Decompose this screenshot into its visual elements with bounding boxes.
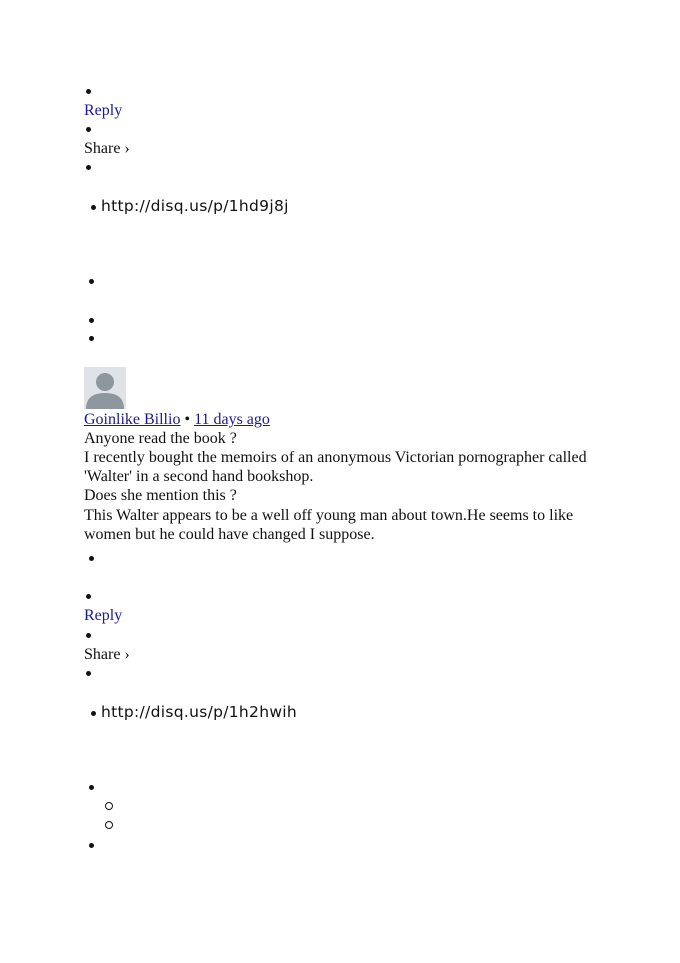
list-bullet — [86, 671, 91, 676]
list-bullet — [89, 843, 94, 848]
list-bullet — [86, 127, 91, 132]
list-bullet — [89, 279, 94, 284]
list-bullet — [86, 594, 91, 599]
nested-list-bullet — [105, 821, 113, 829]
comment-body-line: Anyone read the book ? — [84, 430, 237, 447]
list-bullet — [89, 785, 94, 790]
reply-link[interactable]: Reply — [84, 102, 123, 119]
user-avatar-icon[interactable] — [84, 367, 126, 409]
comment-body-line: Does she mention this ? — [84, 487, 237, 504]
share-menu-button[interactable]: Share › — [84, 646, 130, 663]
comment-body-line: This Walter appears to be a well off young man about town.He seems to like — [84, 507, 574, 524]
list-bullet — [89, 336, 94, 341]
list-bullet — [91, 205, 96, 210]
share-link-text[interactable]: http://disq.us/p/1h2hwih — [101, 703, 298, 721]
comment-header — [84, 410, 270, 429]
reply-link[interactable]: Reply — [84, 607, 123, 624]
share-menu-button[interactable]: Share › — [84, 140, 130, 157]
nested-list-bullet — [105, 802, 113, 810]
list-bullet — [89, 318, 94, 323]
comment-time-link[interactable]: 11 days ago — [194, 411, 270, 428]
list-bullet — [89, 556, 94, 561]
list-bullet — [86, 89, 91, 94]
avatar-silhouette-icon — [84, 367, 126, 409]
comment-author-link[interactable]: Goinlike Billio — [84, 411, 181, 428]
comment-body-line: 'Walter' in a second hand bookshop. — [84, 468, 314, 485]
comment-body-line: women but he could have changed I suppose. — [84, 526, 375, 543]
share-link-text[interactable]: http://disq.us/p/1hd9j8j — [101, 197, 289, 215]
list-bullet — [86, 633, 91, 638]
list-bullet — [86, 165, 91, 170]
list-bullet — [91, 711, 96, 716]
header-separator: • — [184, 411, 191, 428]
comment-body-line: I recently bought the memoirs of an anonymous Victorian pornographer called — [84, 449, 587, 466]
